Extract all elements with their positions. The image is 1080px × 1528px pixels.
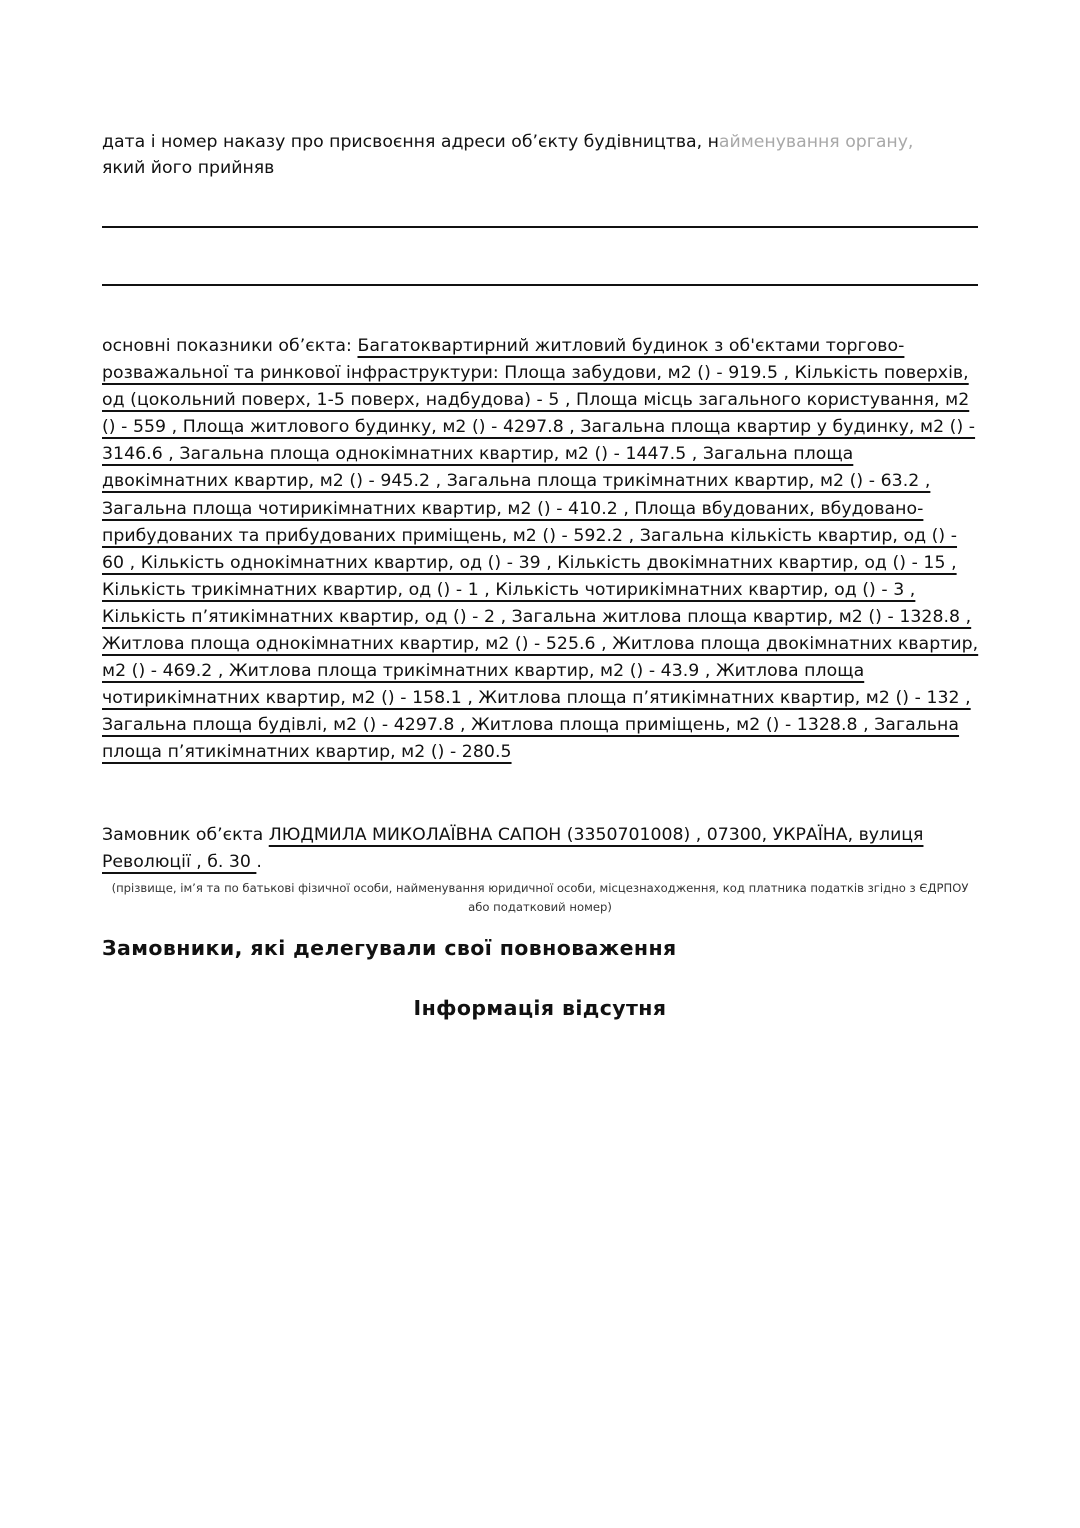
object-customer-label: Замовник об’єкта [102,825,269,845]
customer-hint: (прізвище, ім’я та по батькові фізичної особи, найменування юридичної особи, місцезнаходження, код платника податків згідно з ЄДРПОУ або податковий номер) [111,881,969,914]
delegates-empty-text: Інформація відсутня [413,996,667,1020]
object-customer [102,822,978,876]
order-caption-text: дата і номер наказу про присвоєння адреси об’єкту будівництва, н [102,132,719,152]
delegates-heading: Замовники, які делегували свої повноваження [102,936,677,960]
order-blank-line-2 [102,284,978,286]
order-caption [102,129,978,181]
object-customer-value: ЛЮДМИЛА МИКОЛАЇВНА САПОН (3350701008) , 07300, УКРАЇНА, вулиця Революції , б. 30 [102,825,924,872]
order-blank-line-1 [102,226,978,228]
object-customer-end: . [256,852,262,872]
order-caption-end: який його прийняв [102,158,275,178]
order-caption-faded-text: айменування органу, [718,132,914,152]
object-indicators-value: Багатоквартирний житловий будинок з об'єктами торгово-розважальної та ринкової інфраструктури: Площа забудови, м2 () - 919.5 , Кількість поверхів, од (цокольний поверх, 1-5 поверх, надбудова) - 5 , Площа місць загального користування, м2 () - 559 , Площа житлового будинку, м2 () - 4297.8 , Загальна площа квартир у будинку, м2 () - 3146.6 , Загальна площа однокімнатних квартир, м2 () - 1447.5 , Загальна площа двокімнатних квартир, м2 () - 945.2 , Загальна площа трикімнатних квартир, м2 () - 63.2 , Загальна площа чотирикімнатних квартир, м2 () - 410.2 , Площа вбудованих, вбудовано-прибудованих та прибудованих приміщень, м2 () - 592.2 , Загальна кількість квартир, од () - 60 , Кількість однокімнатних квартир, од () - 39 , Кількість двокімнатних квартир, од () - 15 , Кількість трикімнатних квартир, од () - 1 , Кількість чотирикімнатних квартир, од () - 3 , Кількість п’ятикімнатних квартир, од () - 2 , Загальна житлова площа квартир, м2 () - 1328.8 , Житлова площа однокімнатних квартир, м2 () - 525.6 , Житлова площа двокімнатних квартир, м2 () - 469.2 , Житлова площа трикімнатних квартир, м2 () - 43.9 , Житлова площа чотирикімнатних квартир, м2 () - 158.1 , Житлова площа п’ятикімнатних квартир, м2 () - 132 , Загальна площа будівлі, м2 () - 4297.8 , Житлова площа приміщень, м2 () - 1328.8 , Загальна площа п’ятикімнатних квартир, м2 () - 280.5 [102,336,979,763]
object-indicators-label: основні показники об’єкта: [102,336,358,356]
object-indicators [102,333,982,767]
